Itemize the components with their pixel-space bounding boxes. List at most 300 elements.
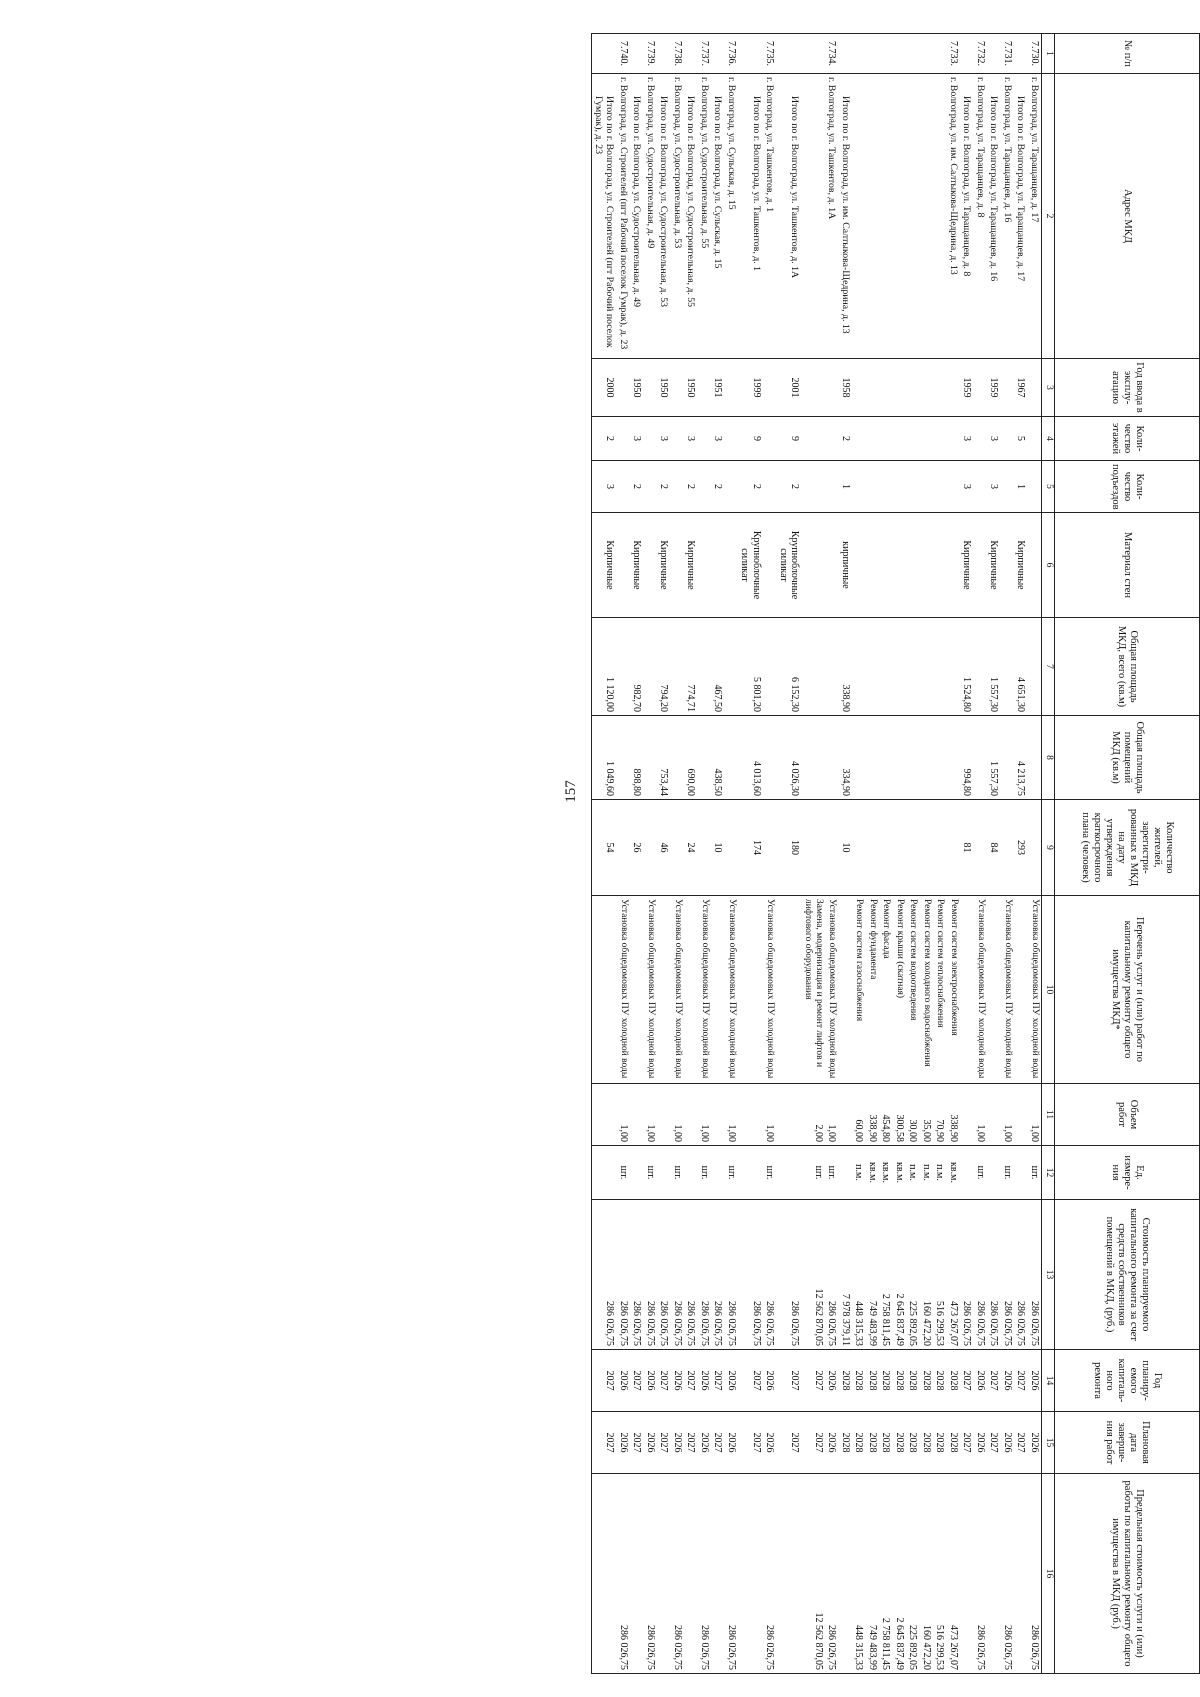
row-number-cell: 7.733. (947, 34, 961, 74)
table-row (906, 34, 920, 1674)
year-built-cell (643, 359, 657, 417)
total-area-cell: 982,70 (630, 618, 644, 716)
wall-material-cell (724, 513, 738, 618)
column-number: 14 (1042, 1350, 1055, 1412)
floors-cell (947, 417, 961, 461)
completion-year-cell: 2026 (670, 1412, 684, 1474)
header-cell: Коли-чество этажей (1055, 417, 1200, 461)
unit-cell: шт. (974, 1146, 988, 1200)
entrances-cell: 3 (960, 461, 974, 513)
floors-cell (879, 417, 893, 461)
column-number: 5 (1042, 461, 1055, 513)
planned-cost-cell: 286 026,75 (960, 1200, 974, 1350)
residents-cell (933, 800, 947, 896)
floors-cell (643, 417, 657, 461)
residents-cell: 24 (684, 800, 698, 896)
header-cell: Стоимость планируемого капитального ремонта за счет средств собственников помещений в МКД, (руб.) (1055, 1200, 1200, 1350)
unit-cell (839, 1146, 853, 1200)
cost-limit-cell: 2 758 811,45 (879, 1474, 893, 1674)
premises-area-cell (852, 716, 866, 800)
repair-year-cell: 2028 (893, 1350, 907, 1412)
work-type-cell: Ремонт систем холодного водоснабжения (920, 896, 934, 1084)
unit-cell (630, 1146, 644, 1200)
residents-cell: 10 (711, 800, 725, 896)
planned-cost-cell: 7 978 379,11 (839, 1200, 853, 1350)
repair-year-cell: 2026 (616, 1350, 630, 1412)
entrances-cell (763, 461, 777, 513)
wall-material-cell (825, 513, 839, 618)
work-volume-cell: 1,00 (825, 1084, 839, 1146)
wall-material-cell: кирпичные (839, 513, 853, 618)
cost-limit-cell: 160 472,20 (920, 1474, 934, 1674)
wall-material-cell: Кирпичные (630, 513, 644, 618)
wall-material-cell (947, 513, 961, 618)
floors-cell (670, 417, 684, 461)
total-area-cell (906, 618, 920, 716)
entrances-cell (1001, 461, 1015, 513)
work-type-cell (684, 896, 698, 1084)
work-volume-cell (776, 1084, 801, 1146)
floors-cell (616, 417, 630, 461)
unit-cell: п.м. (933, 1146, 947, 1200)
floors-cell: 2 (839, 417, 853, 461)
column-number: 12 (1042, 1146, 1055, 1200)
floors-cell: 3 (987, 417, 1001, 461)
page-number: 157 (562, 780, 579, 803)
entrances-cell: 1 (839, 461, 853, 513)
cost-limit-cell (738, 1474, 763, 1674)
cost-limit-cell (960, 1474, 974, 1674)
unit-cell: кв.м. (947, 1146, 961, 1200)
table-row-total (738, 34, 763, 1674)
premises-area-cell (1028, 716, 1042, 800)
total-area-cell (893, 618, 907, 716)
table-row-total (839, 34, 853, 1674)
work-type-cell (839, 896, 853, 1084)
completion-year-cell: 2027 (630, 1412, 644, 1474)
wall-material-cell (893, 513, 907, 618)
planned-cost-cell: 286 026,75 (616, 1200, 630, 1350)
year-built-cell: 1950 (657, 359, 671, 417)
table-row (724, 34, 738, 1674)
rotated-page (591, 33, 1200, 1673)
address-cell (906, 74, 920, 359)
work-volume-cell: 1,00 (670, 1084, 684, 1146)
work-type-cell: Установка общедомовых ПУ холодной воды (643, 896, 657, 1084)
premises-area-cell (670, 716, 684, 800)
repair-year-cell: 2026 (670, 1350, 684, 1412)
column-number: 15 (1042, 1412, 1055, 1474)
wall-material-cell: Крупноблочные силикат (738, 513, 763, 618)
residents-cell: 180 (776, 800, 801, 896)
residents-cell (920, 800, 934, 896)
year-built-cell (866, 359, 880, 417)
residents-cell (724, 800, 738, 896)
residents-cell (974, 800, 988, 896)
work-volume-cell: 1,00 (763, 1084, 777, 1146)
completion-year-cell: 2027 (801, 1412, 825, 1474)
repair-year-cell: 2028 (933, 1350, 947, 1412)
work-type-cell: Ремонт систем водоотведения (906, 896, 920, 1084)
year-built-cell (670, 359, 684, 417)
table-row (1001, 34, 1015, 1674)
planned-cost-cell: 12 562 870,05 (801, 1200, 825, 1350)
work-type-cell (1014, 896, 1028, 1084)
entrances-cell (879, 461, 893, 513)
table-row (893, 34, 907, 1674)
header-cell: Плановая дата заверше-ния работ (1055, 1412, 1200, 1474)
entrances-cell: 2 (657, 461, 671, 513)
floors-cell (906, 417, 920, 461)
planned-cost-cell: 286 026,75 (776, 1200, 801, 1350)
entrances-cell (920, 461, 934, 513)
header-cell: Предельная стоимость услуги и (или) работы по капитальному ремонту общего имущества в МКД (руб.) (1055, 1474, 1200, 1674)
planned-cost-cell: 286 026,75 (643, 1200, 657, 1350)
row-number-cell (684, 34, 698, 74)
row-number-cell (711, 34, 725, 74)
cost-limit-cell: 286 026,75 (1001, 1474, 1015, 1674)
table-row-total (776, 34, 801, 1674)
cost-limit-cell (591, 1474, 616, 1674)
work-volume-cell: 300,58 (893, 1084, 907, 1146)
cost-limit-cell: 473 267,07 (947, 1474, 961, 1674)
row-number-cell: 7.735. (763, 34, 777, 74)
work-volume-cell: 1,00 (1001, 1084, 1015, 1146)
premises-area-cell: 898,80 (630, 716, 644, 800)
column-number-row (1042, 34, 1055, 1674)
wall-material-cell (906, 513, 920, 618)
cost-limit-cell: 286 026,75 (974, 1474, 988, 1674)
cost-limit-cell: 286 026,75 (643, 1474, 657, 1674)
total-area-cell (866, 618, 880, 716)
row-number-cell: 7.732. (974, 34, 988, 74)
planned-cost-cell: 473 267,07 (947, 1200, 961, 1350)
row-number-cell (879, 34, 893, 74)
completion-year-cell: 2026 (1001, 1412, 1015, 1474)
wall-material-cell: Крупноблочные силикат (776, 513, 801, 618)
repair-year-cell: 2026 (724, 1350, 738, 1412)
year-built-cell (1028, 359, 1042, 417)
premises-area-cell: 994,80 (960, 716, 974, 800)
entrances-cell (974, 461, 988, 513)
cost-limit-cell: 749 483,99 (866, 1474, 880, 1674)
column-number: 4 (1042, 417, 1055, 461)
table-row-total (711, 34, 725, 1674)
work-volume-cell: 60,00 (852, 1084, 866, 1146)
entrances-cell: 3 (987, 461, 1001, 513)
premises-area-cell: 1 049,60 (591, 716, 616, 800)
completion-year-cell: 2026 (1028, 1412, 1042, 1474)
wall-material-cell: Кирпичные (960, 513, 974, 618)
floors-cell (852, 417, 866, 461)
total-area-cell: 467,50 (711, 618, 725, 716)
address-cell: г. Волгоград, ул. Ташкентов, д. 1А (825, 74, 839, 359)
cost-limit-cell: 286 026,75 (670, 1474, 684, 1674)
floors-cell (974, 417, 988, 461)
residents-cell (697, 800, 711, 896)
total-area-cell: 794,20 (657, 618, 671, 716)
premises-area-cell (643, 716, 657, 800)
entrances-cell: 2 (738, 461, 763, 513)
repair-year-cell: 2027 (801, 1350, 825, 1412)
planned-cost-cell: 225 892,05 (906, 1200, 920, 1350)
column-number: 1 (1042, 34, 1055, 74)
cost-limit-cell: 516 299,53 (933, 1474, 947, 1674)
work-volume-cell: 454,80 (879, 1084, 893, 1146)
cost-limit-cell: 448 315,33 (852, 1474, 866, 1674)
wall-material-cell (801, 513, 825, 618)
premises-area-cell (866, 716, 880, 800)
cost-limit-cell (776, 1474, 801, 1674)
total-area-cell: 1 557,30 (987, 618, 1001, 716)
work-volume-cell: 1,00 (697, 1084, 711, 1146)
table-row (643, 34, 657, 1674)
year-built-cell: 1951 (711, 359, 725, 417)
work-volume-cell (591, 1084, 616, 1146)
residents-cell: 26 (630, 800, 644, 896)
floors-cell (1028, 417, 1042, 461)
year-built-cell (906, 359, 920, 417)
work-type-cell: Ремонт фундамента (866, 896, 880, 1084)
work-volume-cell (711, 1084, 725, 1146)
row-number-cell (893, 34, 907, 74)
repair-year-cell: 2026 (825, 1350, 839, 1412)
cost-limit-cell: 2 645 837,49 (893, 1474, 907, 1674)
work-type-cell (987, 896, 1001, 1084)
repair-year-cell: 2026 (643, 1350, 657, 1412)
planned-cost-cell: 448 315,33 (852, 1200, 866, 1350)
work-volume-cell (684, 1084, 698, 1146)
repair-year-cell: 2028 (906, 1350, 920, 1412)
unit-cell: шт. (763, 1146, 777, 1200)
total-area-cell (920, 618, 934, 716)
unit-cell: кв.м. (879, 1146, 893, 1200)
table-row (933, 34, 947, 1674)
column-number: 16 (1042, 1474, 1055, 1674)
floors-cell: 3 (630, 417, 644, 461)
unit-cell (960, 1146, 974, 1200)
residents-cell: 81 (960, 800, 974, 896)
total-area-cell (670, 618, 684, 716)
premises-area-cell: 4 013,60 (738, 716, 763, 800)
address-cell: Итого по г. Волгоград, ул. им. Салтыкова-Щедрина, д. 13 (839, 74, 853, 359)
year-built-cell: 1959 (960, 359, 974, 417)
address-cell (801, 74, 825, 359)
residents-cell (1028, 800, 1042, 896)
year-built-cell: 1950 (630, 359, 644, 417)
unit-cell (776, 1146, 801, 1200)
entrances-cell (643, 461, 657, 513)
address-cell: г. Волгоград, ул. Судостроительная, д. 55 (697, 74, 711, 359)
work-type-cell (630, 896, 644, 1084)
completion-year-cell: 2027 (591, 1412, 616, 1474)
planned-cost-cell: 286 026,75 (684, 1200, 698, 1350)
total-area-cell (643, 618, 657, 716)
total-area-cell: 1 120,00 (591, 618, 616, 716)
completion-year-cell: 2028 (906, 1412, 920, 1474)
completion-year-cell: 2028 (920, 1412, 934, 1474)
year-built-cell: 1967 (1014, 359, 1028, 417)
cost-limit-cell: 12 562 870,05 (801, 1474, 825, 1674)
planned-cost-cell: 160 472,20 (920, 1200, 934, 1350)
repair-year-cell: 2027 (630, 1350, 644, 1412)
table-row (801, 34, 825, 1674)
planned-cost-cell: 286 026,75 (738, 1200, 763, 1350)
address-cell: г. Волгоград, ул. Судостроительная, д. 53 (670, 74, 684, 359)
floors-cell (866, 417, 880, 461)
completion-year-cell: 2028 (893, 1412, 907, 1474)
address-cell: г. Волгоград, ул. Сульская, д. 15 (724, 74, 738, 359)
entrances-cell (670, 461, 684, 513)
cost-limit-cell: 286 026,75 (763, 1474, 777, 1674)
floors-cell (763, 417, 777, 461)
floors-cell: 3 (960, 417, 974, 461)
premises-area-cell (1001, 716, 1015, 800)
unit-cell: кв.м. (893, 1146, 907, 1200)
floors-cell (825, 417, 839, 461)
row-number-cell: 7.730. (1028, 34, 1042, 74)
total-area-cell (763, 618, 777, 716)
address-cell: г. Волгоград, ул. Таращанцев, д. 16 (1001, 74, 1015, 359)
header-cell: Год планиру-емого капиталь-ного ремонта (1055, 1350, 1200, 1412)
header-cell: Год ввода в эксплу-атацию (1055, 359, 1200, 417)
repair-year-cell: 2027 (738, 1350, 763, 1412)
address-cell: Итого по г. Волгоград, ул. Сульская, д. 15 (711, 74, 725, 359)
address-cell (879, 74, 893, 359)
planned-cost-cell: 286 026,75 (1028, 1200, 1042, 1350)
total-area-cell (616, 618, 630, 716)
repair-year-cell: 2027 (987, 1350, 1001, 1412)
planned-cost-cell: 286 026,75 (630, 1200, 644, 1350)
total-area-cell (825, 618, 839, 716)
cost-limit-cell: 286 026,75 (697, 1474, 711, 1674)
planned-cost-cell: 286 026,75 (1014, 1200, 1028, 1350)
entrances-cell: 2 (630, 461, 644, 513)
year-built-cell: 1959 (987, 359, 1001, 417)
completion-year-cell: 2026 (825, 1412, 839, 1474)
total-area-cell (879, 618, 893, 716)
floors-cell (801, 417, 825, 461)
cost-limit-cell (1014, 1474, 1028, 1674)
address-cell: Итого по г. Волгоград, ул. Таращанцев, д. 8 (960, 74, 974, 359)
planned-cost-cell: 286 026,75 (711, 1200, 725, 1350)
table-row (974, 34, 988, 1674)
table-row-total (591, 34, 616, 1674)
unit-cell (987, 1146, 1001, 1200)
premises-area-cell (763, 716, 777, 800)
repair-year-cell: 2028 (852, 1350, 866, 1412)
residents-cell (893, 800, 907, 896)
work-type-cell: Замена, модернизация и ремонт лифтов и лифтового оборудования (801, 896, 825, 1084)
floors-cell: 9 (776, 417, 801, 461)
unit-cell: п.м. (852, 1146, 866, 1200)
repair-year-cell: 2028 (879, 1350, 893, 1412)
premises-area-cell (920, 716, 934, 800)
row-number-cell (1014, 34, 1028, 74)
work-volume-cell (1014, 1084, 1028, 1146)
row-number-cell: 7.731. (1001, 34, 1015, 74)
row-number-cell (960, 34, 974, 74)
column-number: 6 (1042, 513, 1055, 618)
header-cell: Объем работ (1055, 1084, 1200, 1146)
column-number: 3 (1042, 359, 1055, 417)
residents-cell (852, 800, 866, 896)
table-row (866, 34, 880, 1674)
work-type-cell: Ремонт фасада (879, 896, 893, 1084)
premises-area-cell (906, 716, 920, 800)
header-cell: Количество жителей, зарегистри-рованных в МКД на дату утверждения краткосрочного плана (человек) (1055, 800, 1200, 896)
completion-year-cell: 2028 (933, 1412, 947, 1474)
cost-limit-cell (711, 1474, 725, 1674)
wall-material-cell (866, 513, 880, 618)
cost-limit-cell (987, 1474, 1001, 1674)
planned-cost-cell: 286 026,75 (987, 1200, 1001, 1350)
year-built-cell (825, 359, 839, 417)
address-cell: Итого по г. Волгоград, ул. Судостроительная, д. 55 (684, 74, 698, 359)
wall-material-cell: Кирпичные (1014, 513, 1028, 618)
total-area-cell (947, 618, 961, 716)
work-type-cell: Установка общедомовых ПУ холодной воды (724, 896, 738, 1084)
table-row (825, 34, 839, 1674)
table-row (947, 34, 961, 1674)
premises-area-cell (933, 716, 947, 800)
address-cell: Итого по г. Волгоград, ул. Судостроительная, д. 53 (657, 74, 671, 359)
unit-cell: п.м. (906, 1146, 920, 1200)
work-type-cell: Установка общедомовых ПУ холодной воды (697, 896, 711, 1084)
repair-year-cell: 2026 (763, 1350, 777, 1412)
work-volume-cell: 70,90 (933, 1084, 947, 1146)
completion-year-cell: 2028 (947, 1412, 961, 1474)
premises-area-cell: 753,44 (657, 716, 671, 800)
unit-cell (657, 1146, 671, 1200)
wall-material-cell (879, 513, 893, 618)
premises-area-cell: 438,50 (711, 716, 725, 800)
total-area-cell: 4 651,30 (1014, 618, 1028, 716)
header-cell: Коли-чество подъездов (1055, 461, 1200, 513)
table-row-total (987, 34, 1001, 1674)
cost-limit-cell (839, 1474, 853, 1674)
work-type-cell: Установка общедомовых ПУ холодной воды (974, 896, 988, 1084)
total-area-cell (852, 618, 866, 716)
row-number-cell (657, 34, 671, 74)
row-number-cell (852, 34, 866, 74)
table-row-total (960, 34, 974, 1674)
table-row-total (684, 34, 698, 1674)
year-built-cell (947, 359, 961, 417)
address-cell: г. Волгоград, ул. Ташкентов, д. 1 (763, 74, 777, 359)
premises-area-cell (801, 716, 825, 800)
header-cell: Общая площадь помещений МКД (кв.м) (1055, 716, 1200, 800)
premises-area-cell: 1 557,30 (987, 716, 1001, 800)
premises-area-cell (947, 716, 961, 800)
table-row (763, 34, 777, 1674)
repair-year-cell: 2027 (960, 1350, 974, 1412)
unit-cell: п.м. (920, 1146, 934, 1200)
floors-cell: 5 (1014, 417, 1028, 461)
completion-year-cell: 2027 (987, 1412, 1001, 1474)
repair-year-cell: 2026 (1028, 1350, 1042, 1412)
year-built-cell (893, 359, 907, 417)
premises-area-cell: 4 213,75 (1014, 716, 1028, 800)
entrances-cell: 3 (591, 461, 616, 513)
total-area-cell (1028, 618, 1042, 716)
column-number: 11 (1042, 1084, 1055, 1146)
row-number-cell: 7.734. (825, 34, 839, 74)
work-volume-cell: 1,00 (974, 1084, 988, 1146)
premises-area-cell (616, 716, 630, 800)
completion-year-cell: 2026 (697, 1412, 711, 1474)
work-type-cell: Установка общедомовых ПУ холодной воды (1001, 896, 1015, 1084)
